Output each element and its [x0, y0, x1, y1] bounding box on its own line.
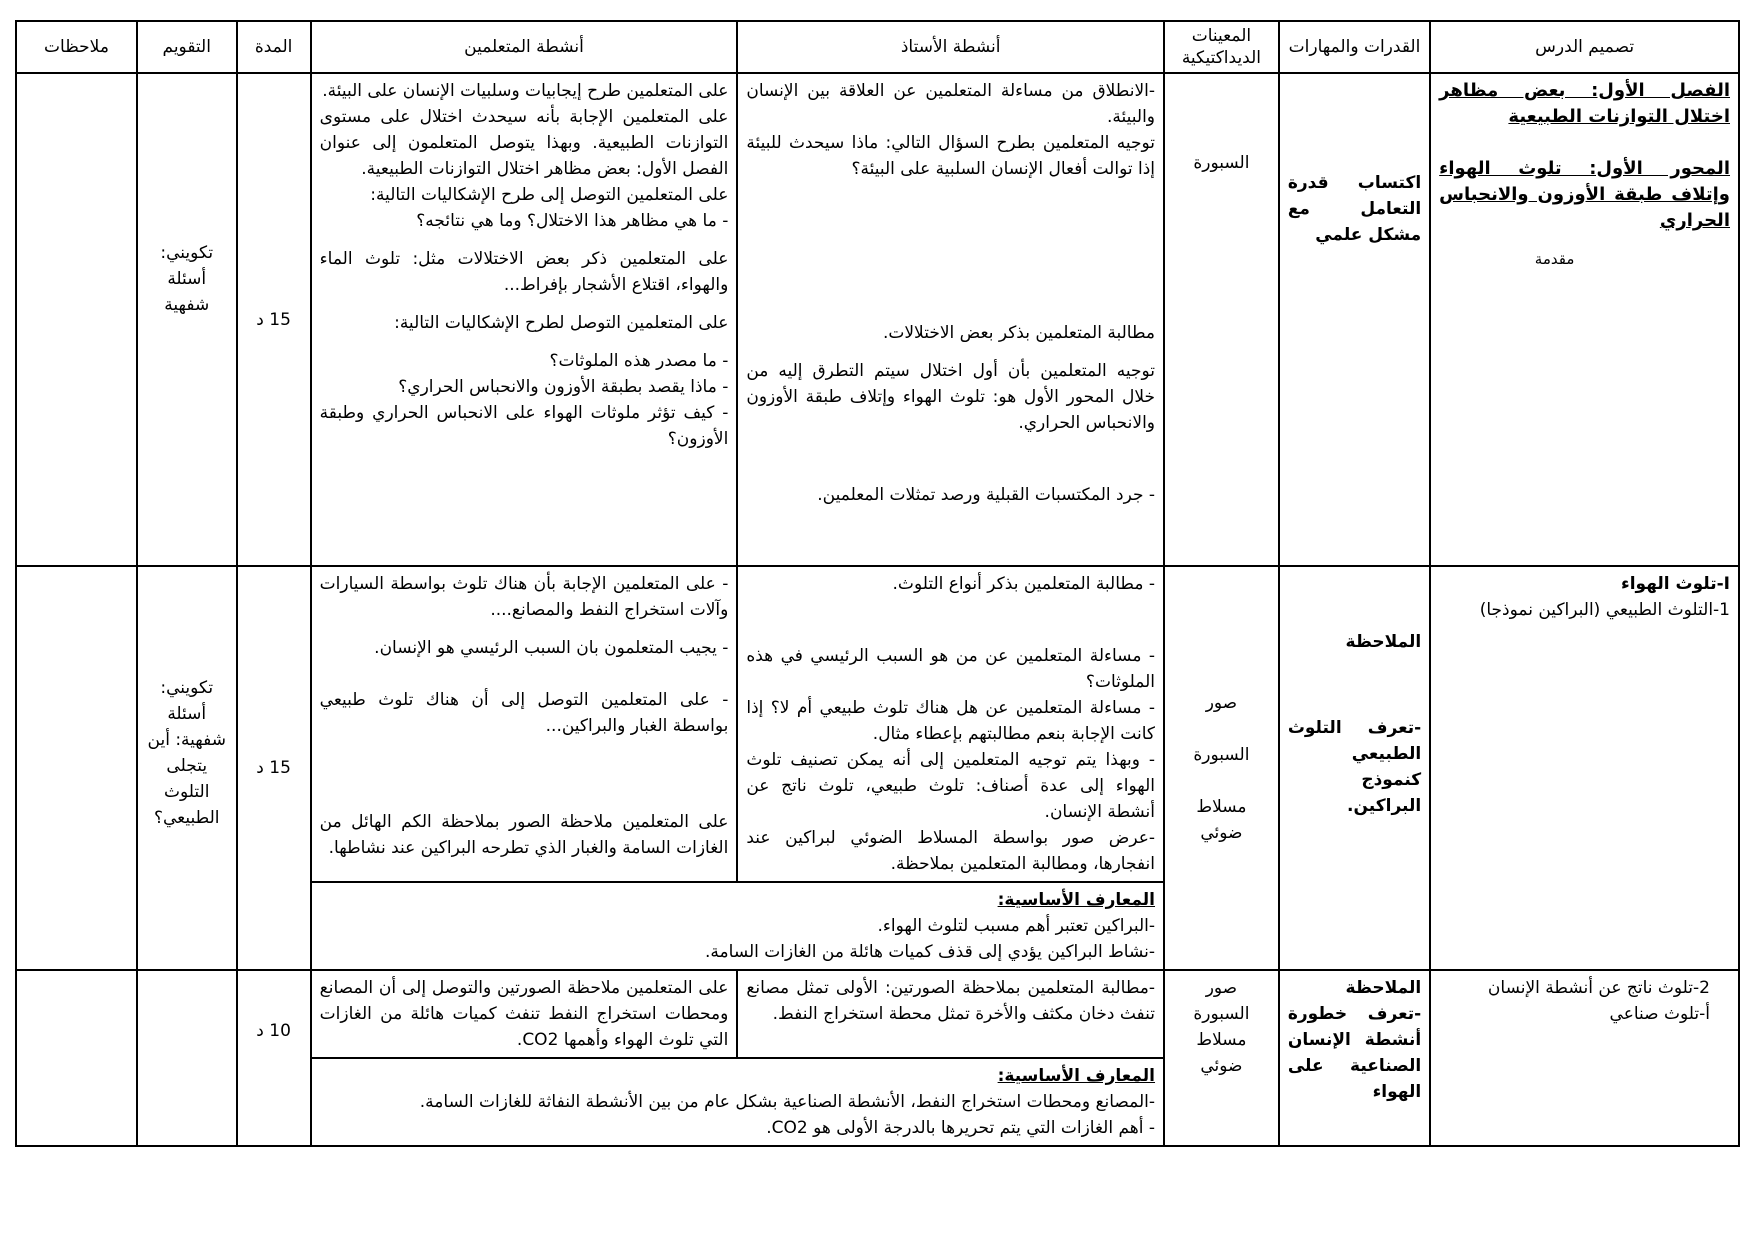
learner-activity: - ما مصدر هذه الملوثات؟ [549, 351, 729, 371]
learners-cell [311, 566, 738, 882]
notes-cell [16, 566, 137, 970]
header-evaluation: التقويم [137, 21, 237, 73]
evaluation-text: تكويني: أسئلة شفهية: أين يتجلى التلوث الطبيعي؟ [147, 678, 226, 828]
duration-text: 10 د [256, 1021, 291, 1041]
knowledge-item: -نشاط البراكين يؤدي إلى قذف كميات هائلة من الغازات السامة. [705, 942, 1156, 962]
section-title: I-تلوث الهواء [1621, 574, 1730, 594]
table-row [16, 970, 1739, 1058]
learner-activity: على المتعلمين ملاحظة الصور بملاحظة الكم الهائل من الغازات السامة والغبار الذي تطرحه البراكين عند نشاطها. [319, 812, 729, 858]
knowledge-cell [311, 1058, 1164, 1146]
teacher-activity: مطالبة المتعلمين بذكر بعض الاختلالات. [882, 323, 1156, 343]
aids-cell [1164, 566, 1279, 970]
design-cell [1430, 970, 1739, 1146]
learner-activity: على المتعلمين ملاحظة الصورتين والتوصل إلى أن المصانع ومحطات استخراج النفط تنفث كميات هائلة من الغازات التي تلوث الهواء وأهمها CO2. [319, 978, 729, 1050]
learners-cell [311, 73, 738, 566]
learner-activity: على المتعلمين ذكر بعض الاختلالات مثل: تلوث الماء والهواء، اقتلاع الأشجار بإفراط... [319, 249, 729, 295]
subsection-title: 1-التلوث الطبيعي (البراكين نموذجا) [1479, 600, 1730, 620]
evaluation-text: تكويني: أسئلة شفهية [160, 242, 214, 315]
knowledge-item: -البراكين تعتبر أهم مسبب لتلوث الهواء. [877, 916, 1156, 936]
knowledge-title: المعارف الأساسية: [997, 890, 1156, 910]
learner-activity: على المتعلمين التوصل إلى طرح الإشكاليات التالية: [370, 185, 729, 205]
skill-text: -تعرف التلوث الطبيعي كنموذج البراكين. [1287, 718, 1422, 816]
skill-text: اكتساب قدرة التعامل مع مشكل علمي [1287, 172, 1422, 245]
learner-activity: على المتعلمين التوصل لطرح الإشكاليات التالية: [394, 313, 729, 333]
learner-activity: - كيف تؤثر ملوثات الهواء على الانحباس الحراري وطبقة الأوزون؟ [319, 403, 729, 449]
skill-text: -تعرف خطورة أنشطة الإنسان الصناعية على الهواء [1287, 1004, 1422, 1102]
learner-activity: - على المتعلمين الإجابة بأن هناك تلوث بواسطة السيارات وآلات استخراج النفط والمصانع.... [319, 574, 729, 620]
learner-activity: - يجيب المتعلمون بان السبب الرئيسي هو الإنسان. [374, 638, 729, 658]
knowledge-cell [311, 882, 1164, 970]
duration-cell: 15 د [237, 566, 311, 970]
axis-title: المحور الأول: تلوث الهواء وإتلاف طبقة الأوزون والانحباس الحراري [1439, 158, 1730, 231]
notes-cell [16, 970, 137, 1146]
teacher-activity: - مساءلة المتعلمين عن هل هناك تلوث طبيعي أم لا؟ إذا كانت الإجابة بنعم مطالبتهم بإعطاء مثال. [746, 698, 1156, 744]
lesson-plan-table [15, 20, 1740, 1147]
header-notes: ملاحظات [16, 21, 137, 73]
teacher-activity: - وبهذا يتم توجيه المتعلمين إلى أنه يمكن تصنيف تلوث الهواء إلى عدة أصناف: تلوث طبيعي، تلوث ناتج عن أنشطة الإنسان. [746, 750, 1156, 822]
teacher-activity: توجيه المتعلمين بأن أول اختلال سيتم التطرق إليه من خلال المحور الأول هو: تلوث الهواء وإتلاف طبقة الأوزون والانحباس الحراري. [746, 361, 1156, 433]
learner-activity: على المتعلمين الإجابة بأنه سيحدث اختلال على مستوى التوازنات الطبيعية. وبهذا يتوصل المتعلمون إلى عنوان الفصل الأول: بعض مظاهر اختلال التوازنات الطبيعية. [319, 107, 729, 179]
learner-activity: - ماذا يقصد بطبقة الأوزون والانحباس الحراري؟ [398, 377, 729, 397]
teacher-activity: توجيه المتعلمين بطرح السؤال التالي: ماذا سيحدث للبيئة إذا توالت أفعال الإنسان السلبية على البيئة؟ [746, 133, 1156, 179]
teacher-activity: - مطالبة المتعلمين بذكر أنواع التلوث. [892, 574, 1156, 594]
header-duration: المدة [237, 21, 311, 73]
duration-cell: 15 د [237, 73, 311, 566]
evaluation-cell [137, 566, 237, 970]
skill-text: الملاحظة [1345, 632, 1422, 652]
aid-board: السبورة [1193, 153, 1250, 173]
teacher-activity: -عرض صور بواسطة المسلاط الضوئي لبراكين عند انفجارها، ومطالبة المتعلمين بملاحظة. [746, 828, 1156, 874]
header-teacher: أنشطة الأستاذ [737, 21, 1164, 73]
header-learners: أنشطة المتعلمين [311, 21, 738, 73]
aids-cell [1164, 970, 1279, 1146]
chapter-title: الفصل الأول: بعض مظاهر اختلال التوازنات الطبيعية [1439, 80, 1730, 127]
aid-item: صور [1205, 693, 1238, 713]
aid-item: صور [1205, 978, 1238, 998]
aid-item: مسلاط ضوئي [1196, 797, 1247, 843]
teacher-activity: -الانطلاق من مساءلة المتعلمين عن العلاقة بين الإنسان والبيئة. [746, 81, 1156, 127]
knowledge-title: المعارف الأساسية: [997, 1066, 1156, 1086]
teacher-cell [737, 73, 1164, 566]
header-design: تصميم الدرس [1430, 21, 1739, 73]
table-row [16, 566, 1739, 882]
teacher-activity: -مطالبة المتعلمين بملاحظة الصورتين: الأولى تمثل مصانع تنفث دخان مكثف والأخرة تمثل محطة استخراج النفط. [746, 978, 1156, 1024]
aids-cell [1164, 73, 1279, 566]
teacher-activity: - جرد المكتسبات القبلية ورصد تمثلات المعلمين. [817, 485, 1156, 505]
aid-item: السبورة [1193, 1004, 1250, 1024]
header-skills: القدرات والمهارات [1279, 21, 1430, 73]
skills-cell [1279, 566, 1430, 970]
skills-cell [1279, 970, 1430, 1146]
learner-activity: على المتعلمين طرح إيجابيات وسلبيات الإنسان على البيئة. [322, 81, 729, 101]
knowledge-item: - أهم الغازات التي يتم تحريرها بالدرجة الأولى هو CO2. [766, 1118, 1156, 1138]
knowledge-item: -المصانع ومحطات استخراج النفط، الأنشطة الصناعية بشكل عام من بين الأنشطة النفاثة للغازات السامة. [419, 1092, 1156, 1112]
evaluation-cell [137, 73, 237, 566]
subsection-title: 2-تلوث ناتج عن أنشطة الإنسان [1487, 978, 1710, 998]
teacher-activity: - مساءلة المتعلمين عن من هو السبب الرئيسي في هذه الملوثات؟ [746, 646, 1156, 692]
subsection-title: أ-تلوث صناعي [1609, 1004, 1710, 1024]
teacher-cell [737, 566, 1164, 882]
aid-item: مسلاط ضوئي [1196, 1030, 1247, 1076]
teacher-cell [737, 970, 1164, 1058]
header-aids: المعينات الديداكتيكية [1164, 21, 1279, 73]
aid-item: السبورة [1193, 745, 1250, 765]
learners-cell [311, 970, 738, 1058]
duration-cell [237, 970, 311, 1146]
design-cell [1430, 566, 1739, 970]
learner-activity: - ما هي مظاهر هذا الاختلال؟ وما هي نتائجه؟ [416, 211, 729, 231]
design-cell [1430, 73, 1739, 566]
skills-cell [1279, 73, 1430, 566]
intro-label: مقدمة [1534, 250, 1575, 268]
skill-text: الملاحظة [1345, 978, 1422, 998]
learner-activity: - على المتعلمين التوصل إلى أن هناك تلوث طبيعي بواسطة الغبار والبراكين... [319, 690, 729, 736]
evaluation-cell [137, 970, 237, 1146]
notes-cell [16, 73, 137, 566]
table-row [16, 73, 1739, 566]
header-row [16, 21, 1739, 73]
